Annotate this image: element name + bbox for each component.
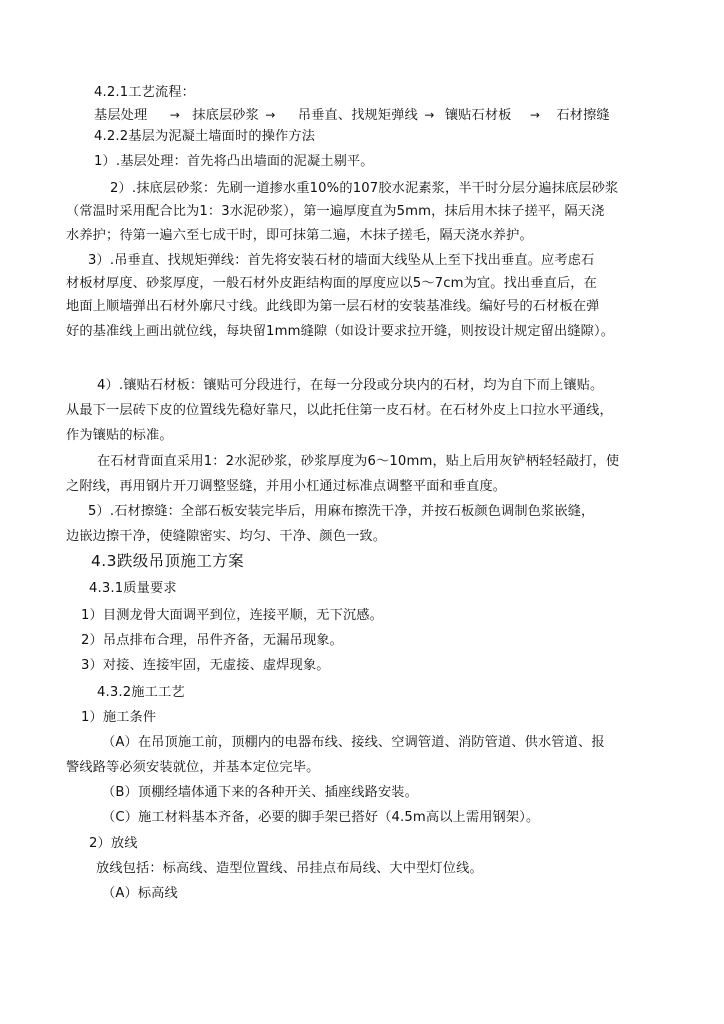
step-4-line-1: 4）.镶贴石材板：镶贴可分段进行，在每一分段或分块内的石材，均为自下而上镶贴。	[97, 378, 604, 393]
process-1-conditions: 1）施工条件	[81, 710, 157, 725]
flow-step-mount: 镶贴石材板	[444, 108, 512, 123]
back-mortar-line-1: 在石材背面直采用1：2水泥砂浆，砂浆厚度为6～10mm，贴上后用灰铲柄轻轻敲打，使	[97, 454, 620, 469]
setout-description: 放线包括：标高线、造型位置线、吊挂点布局线、大中型灯位线。	[96, 861, 483, 876]
step-2-line-3: 水养护；待第一遍六至七成干时，即可抹第二遍，木抹子搓毛，隔天浇水养护。	[66, 228, 533, 243]
step-4-line-3: 作为镶贴的标准。	[66, 428, 173, 443]
condition-a-line-2: 警线路等必须安装就位，并基本定位完毕。	[66, 760, 320, 775]
step-2-line-1: 2）.抹底层砂浆：先刷一道掺水重10%的107胶水泥素浆，半干时分层分遍抹底层砂浆	[110, 181, 619, 196]
flow-step-base: 基层处理	[94, 108, 148, 123]
step-3-line-1: 3）.吊垂直、找规矩弹线：首先将安装石材的墙面大线坠从上至下找出垂直。应考虑石	[88, 253, 595, 268]
step-3-line-4: 好的基准线上画出就位线，每块留1mm缝隙（如设计要求拉开缝，则按设计规定留出缝隙）。	[66, 324, 615, 339]
condition-c: （C）施工材料基本齐备，必要的脚手架已搭好（4.5m高以上需用钢架）。	[102, 810, 540, 825]
condition-a-line-1: （A）在吊顶施工前，顶棚内的电器布线、接线、空调管道、消防管道、供水管道、报	[102, 735, 605, 750]
flow-arrow-icon: →	[424, 108, 435, 122]
step-5-line-2: 边嵌边擦干净，使缝隙密实、均匀、干净、颜色一致。	[66, 529, 387, 544]
section-heading-4-3: 4.3跌级吊顶施工方案	[91, 552, 245, 570]
section-heading-4-2-1: 4.2.1工艺流程：	[94, 85, 195, 100]
quality-item-2: 2）吊点排布合理，吊件齐备，无漏吊现象。	[81, 633, 343, 648]
process-flow	[94, 106, 610, 125]
flow-arrow-icon: →	[169, 108, 180, 122]
quality-item-3: 3）对接、连接牢固，无虚接、虚焊现象。	[81, 658, 330, 673]
process-2-setout: 2）放线	[89, 836, 138, 851]
step-1-base: 1）.基层处理：首先将凸出墙面的泥凝土剔平。	[94, 154, 374, 169]
flow-step-plumb: 吊垂直、找规矩弹线	[297, 108, 418, 123]
step-3-line-3: 地面上顺墙弹出石材外廓尺寸线。此线即为第一层石材的安装基准线。编好号的石材板在弹	[66, 299, 600, 314]
section-heading-4-3-1: 4.3.1质量要求	[89, 581, 177, 596]
quality-item-1: 1）目测龙骨大面调平到位，连接平顺，无下沉感。	[81, 608, 383, 623]
back-mortar-line-2: 之附线，再用钢片开刀调整竖缝，并用小杠通过标准点调整平面和垂直度。	[66, 479, 507, 494]
section-heading-4-2-2: 4.2.2基层为泥凝土墙面时的操作方法	[94, 129, 316, 144]
step-3-line-2: 材板材厚度、砂浆厚度，一般石材外皮距结构面的厚度应以5～7cm为宜。找出垂直后，在	[66, 276, 597, 291]
setout-a-elevation: （A）标高线	[102, 886, 178, 901]
condition-b: （B）顶棚经墙体通下来的各种开关、插座线路安装。	[102, 785, 418, 800]
step-2-line-2: （常温时采用配合比为1：3水泥砂浆），第一遍厚度直为5mm，抹后用木抹子搓平，隔天浇	[66, 204, 605, 219]
flow-arrow-icon: →	[265, 108, 276, 122]
flow-step-joint: 石材擦缝	[556, 108, 610, 123]
section-heading-4-3-2: 4.3.2施工工艺	[97, 685, 185, 700]
flow-arrow-icon: →	[529, 108, 541, 122]
flow-step-plaster: 抹底层砂浆	[192, 108, 259, 123]
step-5-line-1: 5）.石材擦缝：全部石板安装完毕后，用麻布擦洗干净，并按石板颜色调制色浆嵌缝，	[88, 504, 595, 519]
step-4-line-2: 从最下一层砖下皮的位置线先稳好靠尺，以此托住第一皮石材。在石材外皮上口拉水平通线，	[66, 403, 613, 418]
